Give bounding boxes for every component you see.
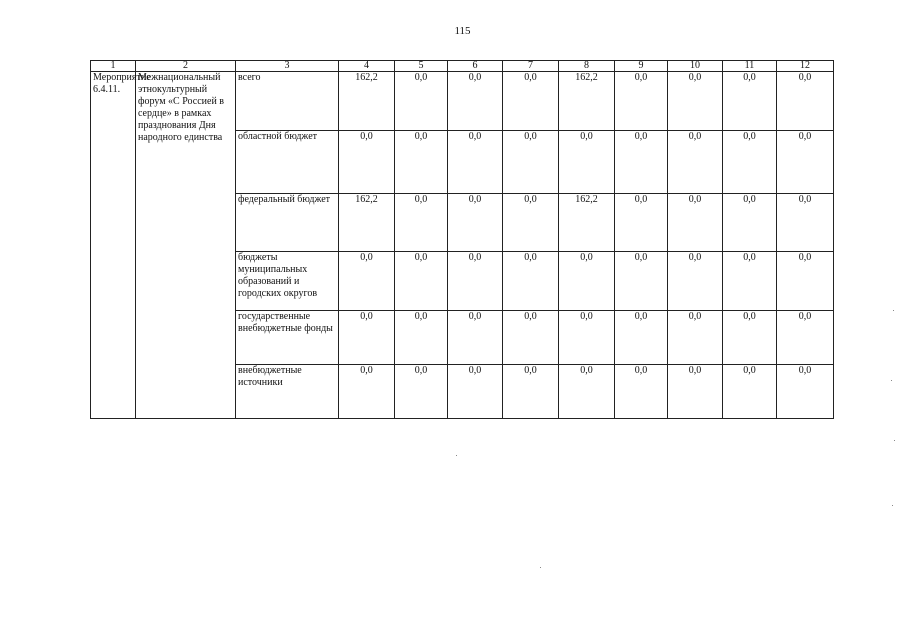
value-cell: 162,2 <box>559 194 615 252</box>
value-cell: 0,0 <box>559 365 615 419</box>
value-cell: 0,0 <box>615 365 668 419</box>
column-header: 5 <box>395 61 448 72</box>
scan-speck <box>540 567 541 568</box>
value-cell: 0,0 <box>668 72 723 131</box>
value-cell: 0,0 <box>395 194 448 252</box>
value-cell: 0,0 <box>339 252 395 311</box>
value-cell: 0,0 <box>723 252 777 311</box>
value-cell: 0,0 <box>503 365 559 419</box>
column-header: 3 <box>236 61 339 72</box>
value-cell: 0,0 <box>723 131 777 194</box>
funding-source: областной бюджет <box>236 131 339 194</box>
value-cell: 0,0 <box>395 72 448 131</box>
value-cell: 0,0 <box>448 72 503 131</box>
value-cell: 0,0 <box>615 131 668 194</box>
column-header: 4 <box>339 61 395 72</box>
value-cell: 0,0 <box>339 131 395 194</box>
scan-speck <box>893 310 894 311</box>
value-cell: 0,0 <box>395 365 448 419</box>
budget-table <box>90 60 834 419</box>
table-row <box>91 72 834 131</box>
funding-source: всего <box>236 72 339 131</box>
funding-source: государственные внебюджетные фонды <box>236 311 339 365</box>
value-cell: 0,0 <box>448 365 503 419</box>
value-cell: 0,0 <box>395 131 448 194</box>
funding-source: федеральный бюджет <box>236 194 339 252</box>
funding-source: внебюджетные источники <box>236 365 339 419</box>
value-cell: 162,2 <box>339 194 395 252</box>
value-cell: 0,0 <box>723 72 777 131</box>
scan-speck <box>456 455 457 456</box>
value-cell: 162,2 <box>559 72 615 131</box>
value-cell: 0,0 <box>395 252 448 311</box>
value-cell: 0,0 <box>448 311 503 365</box>
value-cell: 0,0 <box>615 194 668 252</box>
value-cell: 0,0 <box>777 194 834 252</box>
value-cell: 0,0 <box>448 252 503 311</box>
value-cell: 0,0 <box>339 365 395 419</box>
value-cell: 0,0 <box>723 365 777 419</box>
value-cell: 0,0 <box>503 311 559 365</box>
column-header: 9 <box>615 61 668 72</box>
value-cell: 0,0 <box>503 72 559 131</box>
value-cell: 0,0 <box>503 252 559 311</box>
value-cell: 0,0 <box>777 311 834 365</box>
column-header: 6 <box>448 61 503 72</box>
column-header: 11 <box>723 61 777 72</box>
value-cell: 0,0 <box>777 131 834 194</box>
value-cell: 0,0 <box>668 365 723 419</box>
scan-speck <box>894 440 895 441</box>
header-row <box>91 61 834 72</box>
column-header: 8 <box>559 61 615 72</box>
funding-source: бюджеты муниципальных образований и городских округов <box>236 252 339 311</box>
value-cell: 162,2 <box>339 72 395 131</box>
value-cell: 0,0 <box>559 252 615 311</box>
value-cell: 0,0 <box>448 131 503 194</box>
value-cell: 0,0 <box>615 311 668 365</box>
value-cell: 0,0 <box>448 194 503 252</box>
value-cell: 0,0 <box>777 365 834 419</box>
value-cell: 0,0 <box>559 131 615 194</box>
value-cell: 0,0 <box>615 252 668 311</box>
column-header: 2 <box>136 61 236 72</box>
value-cell: 0,0 <box>668 131 723 194</box>
value-cell: 0,0 <box>559 311 615 365</box>
column-header: 7 <box>503 61 559 72</box>
value-cell: 0,0 <box>668 252 723 311</box>
column-header: 10 <box>668 61 723 72</box>
value-cell: 0,0 <box>339 311 395 365</box>
value-cell: 0,0 <box>668 194 723 252</box>
value-cell: 0,0 <box>777 72 834 131</box>
value-cell: 0,0 <box>723 194 777 252</box>
value-cell: 0,0 <box>503 131 559 194</box>
page-number: 115 <box>454 25 471 37</box>
scan-speck <box>891 380 892 381</box>
scan-speck <box>892 505 893 506</box>
value-cell: 0,0 <box>723 311 777 365</box>
column-header: 12 <box>777 61 834 72</box>
value-cell: 0,0 <box>503 194 559 252</box>
value-cell: 0,0 <box>615 72 668 131</box>
column-header: 1 <box>91 61 136 72</box>
value-cell: 0,0 <box>395 311 448 365</box>
event-code: Мероприятие 6.4.11. <box>91 72 136 419</box>
value-cell: 0,0 <box>777 252 834 311</box>
value-cell: 0,0 <box>668 311 723 365</box>
event-name: Межнациональный этнокультурный форум «С Россией в сердце» в рамках празднования Дня народного единства <box>136 72 236 419</box>
